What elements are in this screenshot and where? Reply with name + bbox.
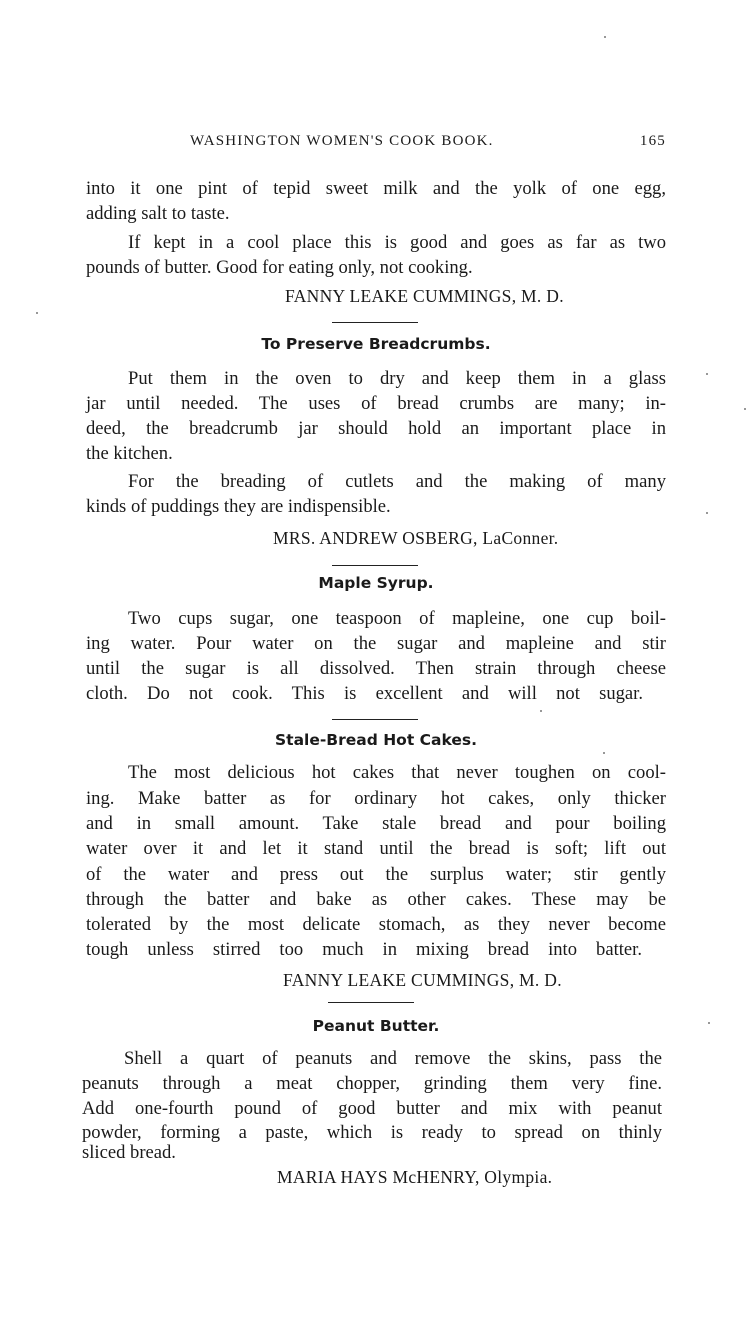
paragraph-line: the kitchen. (86, 443, 173, 464)
recipe-title: Peanut Butter. (312, 1017, 440, 1035)
recipe-title: Stale-Bread Hot Cakes. (275, 731, 477, 749)
paragraph-line: into it one pint of tepid sweet milk and the yolk of one egg, (86, 178, 666, 199)
scan-speck (708, 1022, 710, 1024)
recipe-signature: MARIA HAYS McHENRY, Olympia. (277, 1167, 553, 1187)
recipe-signature: FANNY LEAKE CUMMINGS, M. D. (285, 286, 564, 306)
paragraph-line: deed, the breadcrumb jar should hold an important place in (86, 418, 666, 439)
paragraph-line: ing water. Pour water on the sugar and mapleine and stir (86, 633, 666, 654)
recipe-signature: MRS. ANDREW OSBERG, LaConner. (273, 528, 559, 548)
paragraph-line: sliced bread. (82, 1142, 176, 1163)
scan-speck (706, 512, 708, 514)
paragraph-line: If kept in a cool place this is good and goes as far as two (128, 232, 666, 253)
paragraph-line: until the sugar is all dissolved. Then strain through cheese (86, 658, 666, 679)
paragraph-line: of the water and press out the surplus water; stir gently (86, 864, 666, 885)
paragraph-line: jar until needed. The uses of bread crumbs are many; in- (86, 393, 666, 414)
paragraph-line: Shell a quart of peanuts and remove the skins, pass the (124, 1048, 662, 1069)
scan-speck (604, 36, 606, 38)
paragraph-line: kinds of puddings they are indispensible. (86, 496, 391, 517)
paragraph-line: ing. Make batter as for ordinary hot cakes, only thicker (86, 788, 666, 809)
paragraph-line: Two cups sugar, one teaspoon of mapleine, one cup boil- (128, 608, 666, 629)
paragraph-line: tough unless stirred too much in mixing bread into batter. (86, 939, 642, 960)
section-rule (332, 565, 418, 566)
scan-speck (603, 752, 605, 754)
scan-speck (744, 408, 746, 410)
recipe-title: Maple Syrup. (318, 574, 434, 592)
paragraph-line: peanuts through a meat chopper, grinding them very fine. (82, 1073, 662, 1094)
paragraph-line: powder, forming a paste, which is ready to spread on thinly (82, 1122, 662, 1143)
paragraph-line: water over it and let it stand until the bread is soft; lift out (86, 838, 666, 859)
page-number: 165 (639, 133, 666, 149)
paragraph-line: cloth. Do not cook. This is excellent and will not sugar. (86, 683, 643, 704)
paragraph-line: For the breading of cutlets and the making of many (128, 471, 666, 492)
section-rule (328, 1002, 414, 1003)
section-rule (332, 322, 418, 323)
paragraph-line: through the batter and bake as other cakes. These may be (86, 889, 666, 910)
recipe-signature: FANNY LEAKE CUMMINGS, M. D. (283, 970, 562, 990)
book-title: WASHINGTON WOMEN'S COOK BOOK. (190, 133, 494, 149)
paragraph-line: pounds of butter. Good for eating only, not cooking. (86, 257, 473, 278)
recipe-title: To Preserve Breadcrumbs. (261, 335, 491, 353)
paragraph-line: and in small amount. Take stale bread and pour boiling (86, 813, 666, 834)
paragraph-line: tolerated by the most delicate stomach, as they never become (86, 914, 666, 935)
paragraph-line: Add one-fourth pound of good butter and mix with peanut (82, 1098, 662, 1119)
paragraph-line: The most delicious hot cakes that never toughen on cool- (128, 762, 666, 783)
scan-speck (36, 312, 38, 314)
scan-speck (706, 373, 708, 375)
paragraph-line: adding salt to taste. (86, 203, 230, 224)
scan-speck (540, 710, 542, 712)
paragraph-line: Put them in the oven to dry and keep them in a glass (128, 368, 666, 389)
section-rule (332, 719, 418, 720)
